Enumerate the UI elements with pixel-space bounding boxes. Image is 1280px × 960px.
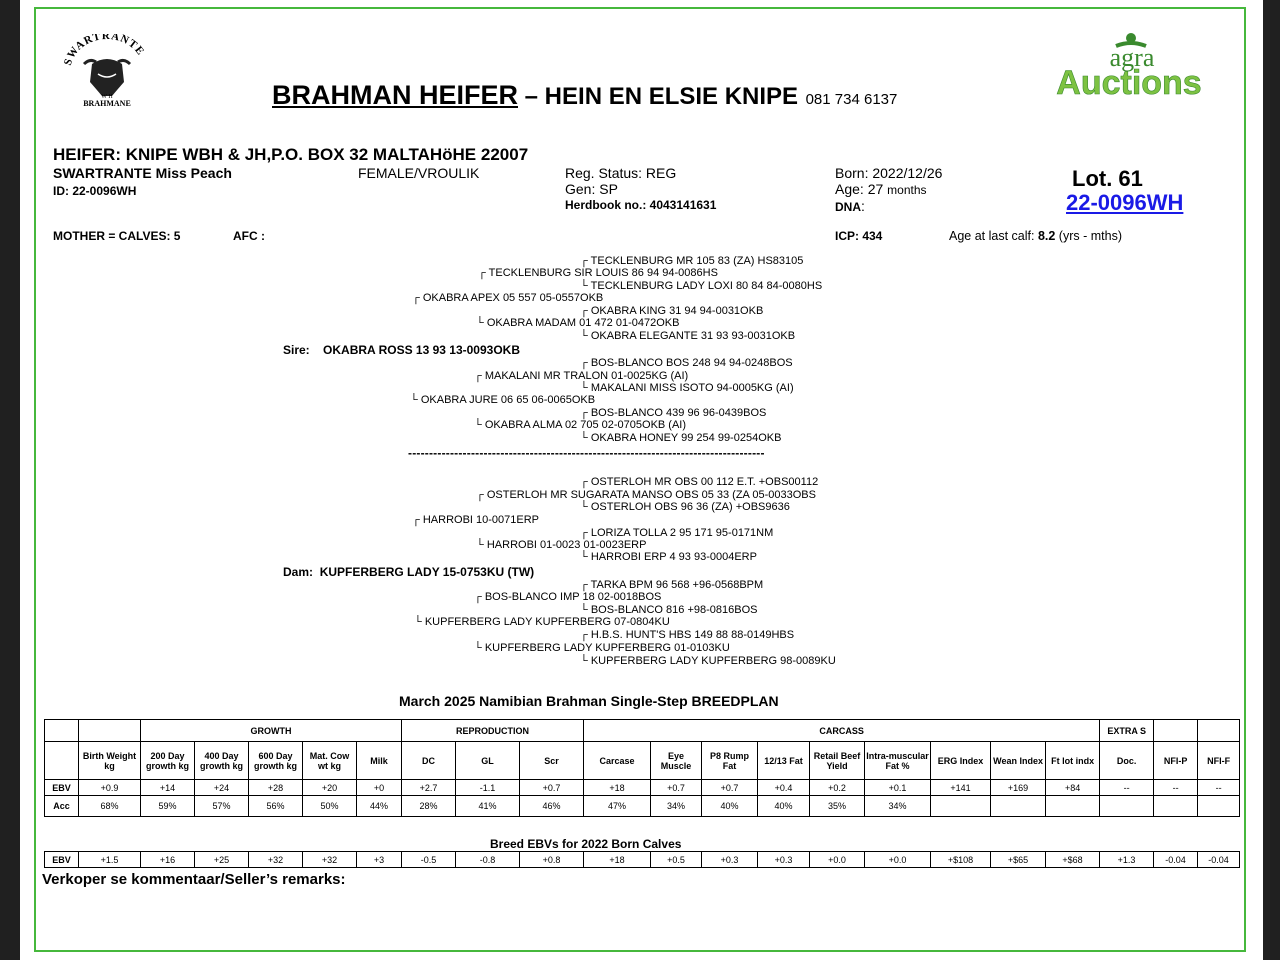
column-header: Birth Weight kg [79,742,141,780]
pedigree-line: ┌ MAKALANI MR TRALON 01-0025KG (AI) [474,370,689,382]
breed-ebv-row [45,852,1240,868]
pedigree-line: └ MAKALANI MISS ISOTO 94-0005KG (AI) [580,382,794,394]
empty-cell [1198,720,1240,742]
acc-value: 56% [249,796,303,817]
ebv-value: +84 [1046,780,1100,796]
ebv-row [45,780,1240,796]
pedigree-line: ┌ H.B.S. HUNT'S HBS 149 88 88-0149HBS [580,629,795,641]
acc-value: 35% [810,796,865,817]
sire-name: OKABRA ROSS 13 93 13-0093OKB [323,343,520,357]
breed-ebv-value: -0.5 [402,852,456,868]
pedigree-line: ┌ OKABRA KING 31 94 94-0031OKB [580,305,764,317]
logo-left-initials: W H [101,94,113,100]
pedigree-line: └ OKABRA HONEY 99 254 99-0254OKB [580,432,782,444]
dna-label: DNA [835,200,861,214]
document-title [272,80,897,111]
ebv-group-row [45,720,1240,742]
dna-colon: : [861,198,865,214]
lot-id-link[interactable]: 22-0096WH [1066,190,1184,215]
pedigree-line: └ OKABRA ELEGANTE 31 93 93-0031OKB [580,330,796,342]
breed-ebv-value: -0.04 [1154,852,1198,868]
pedigree-line: └ HARROBI 01-0023 01-0023ERP [476,539,647,551]
title-phone: 081 734 6137 [805,91,898,108]
pedigree-line: └ BOS-BLANCO 816 +98-0816BOS [580,604,758,616]
logo-left-text: SWARTRANTE [62,34,147,67]
sire-label: Sire: [283,343,310,357]
column-header: P8 Rump Fat [702,742,758,780]
acc-value: 47% [584,796,651,817]
pedigree-line: ┌ BOS-BLANCO 439 96 96-0439BOS [580,407,767,419]
pedigree-line: └ OKABRA ALMA 02 705 02-0705OKB (AI) [474,419,687,431]
breed-ebv-value: +0.8 [520,852,584,868]
title-main: BRAHMAN HEIFER [272,80,518,110]
acc-value [1046,796,1100,817]
pedigree-line: └ OKABRA MADAM 01 472 01-0472OKB [476,317,680,329]
acc-value: 50% [303,796,357,817]
breed-ebv-value: +$108 [931,852,991,868]
agra-auctions-logo [1034,30,1224,100]
ebv-value: +0 [357,780,402,796]
pedigree-line: ┌ TECKLENBURG SIR LOUIS 86 94 94-0086HS [478,267,718,279]
age-last-calf-value: 8.2 [1037,229,1056,243]
ebv-value: +28 [249,780,303,796]
pedigree-line: ┌ OSTERLOH MR SUGARATA MANSO OBS 05 33 (ZA 05-0033OBS [476,489,816,501]
swartrante-logo [62,34,152,110]
column-header: Mat. Cow wt kg [303,742,357,780]
column-header: 200 Day growth kg [141,742,195,780]
pedigree-line: └ OKABRA JURE 06 65 06-0065OKB [410,394,596,406]
breed-ebv-value: +32 [303,852,357,868]
pedigree-line: └ OSTERLOH OBS 96 36 (ZA) +OBS9636 [580,501,790,513]
ebv-value: +2.7 [402,780,456,796]
ebv-table [44,719,1240,817]
dna [835,198,865,214]
column-header: Scr [520,742,584,780]
group-growth: GROWTH [141,720,402,742]
acc-value: 34% [651,796,702,817]
column-header: NFI-F [1198,742,1240,780]
ebv-value: +0.7 [702,780,758,796]
breed-ebv-value: -0.8 [456,852,520,868]
column-header: 12/13 Fat [758,742,810,780]
column-header: Retail Beef Yield [810,742,865,780]
breed-ebv-table [44,851,1240,868]
empty-cell [1154,720,1198,742]
animal-sex: FEMALE/VROULIK [358,165,480,181]
ebv-value: +18 [584,780,651,796]
acc-value: 41% [456,796,520,817]
column-header: GL [456,742,520,780]
acc-value: 40% [702,796,758,817]
breedplan-title: March 2025 Namibian Brahman Single-Step BREEDPLAN [399,693,779,709]
logo-right-top: agra [1109,43,1155,72]
column-header: Milk [357,742,402,780]
group-reproduction: REPRODUCTION [402,720,584,742]
column-header: Ft lot indx [1046,742,1100,780]
dam-name: KUPFERBERG LADY 15-0753KU (TW) [319,565,535,579]
age-unit: months [887,183,927,197]
born-date: Born: 2022/12/26 [835,165,943,181]
pedigree-line: ┌ HARROBI 10-0071ERP [412,514,540,526]
ebv-column-header-row [45,742,1240,780]
ebv-value: -- [1198,780,1240,796]
breed-ebv-value: +$68 [1046,852,1100,868]
breed-ebv-value: +0.3 [702,852,758,868]
acc-value [1198,796,1240,817]
gen: Gen: SP [565,181,618,197]
title-rest: – HEIN EN ELSIE KNIPE [518,83,799,110]
pedigree-line: └ KUPFERBERG LADY KUPFERBERG 01-0103KU [474,642,730,654]
spacer-cell [79,720,141,742]
mother-calves: MOTHER = CALVES: 5 [53,229,181,243]
ebv-value: +0.7 [520,780,584,796]
breed-ebv-value: +1.3 [1100,852,1154,868]
column-header: ERG Index [931,742,991,780]
breed-ebv-value: +0.0 [865,852,931,868]
reg-status: Reg. Status: REG [565,165,677,181]
group-extras: EXTRA S [1100,720,1154,742]
age-label: Age: 27 [835,181,884,197]
breed-ebv-value: +32 [249,852,303,868]
acc-value: 46% [520,796,584,817]
ebv-value: +14 [141,780,195,796]
column-header: DC [402,742,456,780]
logo-left-sub: BRAHMANE [83,99,131,108]
acc-value [931,796,991,817]
row-label: Acc [45,796,79,817]
pedigree-line: ┌ BOS-BLANCO IMP 18 02-0018BOS [474,591,662,603]
row-label: EBV [45,780,79,796]
breed-ebv-value: +$65 [991,852,1046,868]
breed-ebv-value: +1.5 [79,852,141,868]
animal-id: ID: 22-0096WH [53,184,137,198]
ebv-value: +0.4 [758,780,810,796]
acc-value: 40% [758,796,810,817]
corner-cell [45,742,79,780]
lot-number: Lot. 61 [1072,166,1143,191]
breed-ebv-value: +25 [195,852,249,868]
column-header: Carcase [584,742,651,780]
pedigree-line: ┌ LORIZA TOLLA 2 95 171 95-0171NM [580,527,774,539]
dam-row [283,565,534,579]
ebv-value: +24 [195,780,249,796]
column-header: Eye Muscle [651,742,702,780]
pedigree-line: └ HARROBI ERP 4 93 93-0004ERP [580,551,757,563]
breed-ebv-value: +16 [141,852,195,868]
breed-ebv-value: -0.04 [1198,852,1240,868]
breed-ebv-value: +0.5 [651,852,702,868]
row-label: EBV [45,852,79,868]
pedigree-line: ┌ OSTERLOH MR OBS 00 112 E.T. +OBS00112 [580,476,819,488]
age-last-calf [949,229,1122,243]
breed-ebv-value: +0.3 [758,852,810,868]
pedigree-separator: ------------------------------------------------------------------------------------- [408,446,765,460]
ebv-value: +0.9 [79,780,141,796]
logo-right-bottom: Auctions [1056,64,1202,100]
breed-ebv-value: +3 [357,852,402,868]
acc-row [45,796,1240,817]
column-header: NFI-P [1154,742,1198,780]
animal-name: SWARTRANTE Miss Peach [53,165,232,181]
dam-label: Dam: [283,565,314,579]
column-header: Intra-muscular Fat % [865,742,931,780]
pedigree-line: └ KUPFERBERG LADY KUPFERBERG 98-0089KU [580,655,836,667]
pedigree-line: ┌ TARKA BPM 96 568 +96-0568BPM [580,579,764,591]
column-header: Wean Index [991,742,1046,780]
ebv-value: +0.1 [865,780,931,796]
acc-value [991,796,1046,817]
acc-value [1154,796,1198,817]
acc-value: 34% [865,796,931,817]
ebv-value: +0.7 [651,780,702,796]
corner-cell [45,720,79,742]
sellers-remarks-label: Verkoper se kommentaar/Seller’s remarks: [42,871,346,888]
pedigree-line: ┌ BOS-BLANCO BOS 248 94 94-0248BOS [580,357,793,369]
ebv-value: +141 [931,780,991,796]
sire-row [283,343,520,357]
age [835,181,927,197]
breed-ebv-value: +18 [584,852,651,868]
pedigree-line: └ KUPFERBERG LADY KUPFERBERG 07-0804KU [414,616,670,628]
ebv-value: -- [1100,780,1154,796]
pedigree-line: ┌ TECKLENBURG MR 105 83 (ZA) HS83105 [580,255,804,267]
group-carcass: CARCASS [584,720,1100,742]
pedigree-line: └ TECKLENBURG LADY LOXI 80 84 84-0080HS [580,280,823,292]
column-header: 600 Day growth kg [249,742,303,780]
ebv-value: +20 [303,780,357,796]
age-last-calf-label: Age at last calf: [949,229,1038,243]
acc-value: 28% [402,796,456,817]
acc-value: 44% [357,796,402,817]
ebv-value: -- [1154,780,1198,796]
ebv-value: +0.2 [810,780,865,796]
acc-value [1100,796,1154,817]
acc-value: 57% [195,796,249,817]
acc-value: 59% [141,796,195,817]
column-header: Doc. [1100,742,1154,780]
breed-ebv-title: Breed EBVs for 2022 Born Calves [490,837,682,851]
ebv-value: -1.1 [456,780,520,796]
breed-ebv-value: +0.0 [810,852,865,868]
column-header: 400 Day growth kg [195,742,249,780]
age-last-calf-unit: (yrs - mths) [1055,229,1122,243]
owner-line: HEIFER: KNIPE WBH & JH,P.O. BOX 32 MALTAHöHE 22007 [53,145,529,164]
herdbook: Herdbook no.: 4043141631 [565,198,717,212]
ebv-value: +169 [991,780,1046,796]
acc-value: 68% [79,796,141,817]
icp: ICP: 434 [835,229,883,243]
pedigree-line: ┌ OKABRA APEX 05 557 05-0557OKB [412,292,604,304]
afc: AFC : [233,229,265,243]
